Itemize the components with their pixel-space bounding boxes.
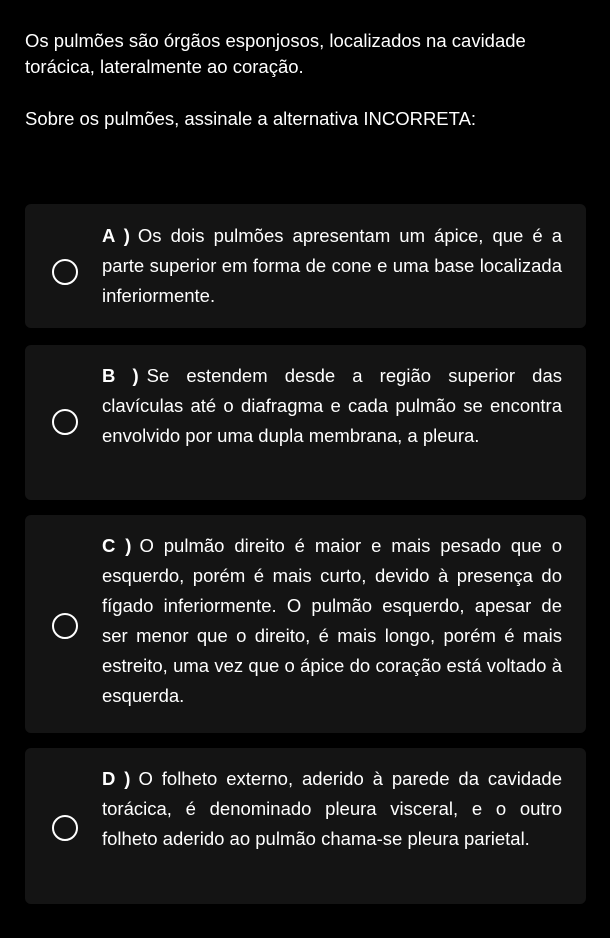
option-a[interactable] [25,204,586,328]
option-a-body: Os dois pulmões apresentam um ápice, que é a parte superior em forma de cone e uma base localizada inferiormente. [102,225,562,306]
radio-button-c[interactable] [52,613,78,639]
question-block [25,28,590,132]
option-d[interactable] [25,748,586,904]
option-b[interactable] [25,345,586,500]
option-b-body: Se estendem desde a região superior das clavículas até o diafragma e cada pulmão se encontra envolvido por uma dupla membrana, a pleura. [102,365,562,446]
option-a-letter: A ) [102,225,130,246]
radio-button-a[interactable] [52,259,78,285]
option-d-letter: D ) [102,768,131,789]
option-a-text [102,221,562,311]
radio-button-b[interactable] [52,409,78,435]
option-b-text [102,361,562,451]
option-c[interactable] [25,515,586,733]
option-d-text [102,764,562,854]
radio-button-d[interactable] [52,815,78,841]
option-c-letter: C ) [102,535,132,556]
option-c-text [102,531,562,711]
option-d-body: O folheto externo, aderido à parede da cavidade torácica, é denominado pleura visceral, e o outro folheto aderido ao pulmão chama-se pleura parietal. [102,768,562,849]
question-statement: Os pulmões são órgãos esponjosos, localizados na cavidade torácica, lateralmente ao coração. [25,30,526,77]
option-c-body: O pulmão direito é maior e mais pesado que o esquerdo, porém é mais curto, devido à presença do fígado inferiormente. O pulmão esquerdo, apesar de ser menor que o direito, é mais longo, porém é mais estreito, uma vez que o ápice do coração está voltado à esquerda. [102,535,562,706]
question-instruction: Sobre os pulmões, assinale a alternativa INCORRETA: [25,108,477,129]
option-b-letter: B ) [102,365,139,386]
